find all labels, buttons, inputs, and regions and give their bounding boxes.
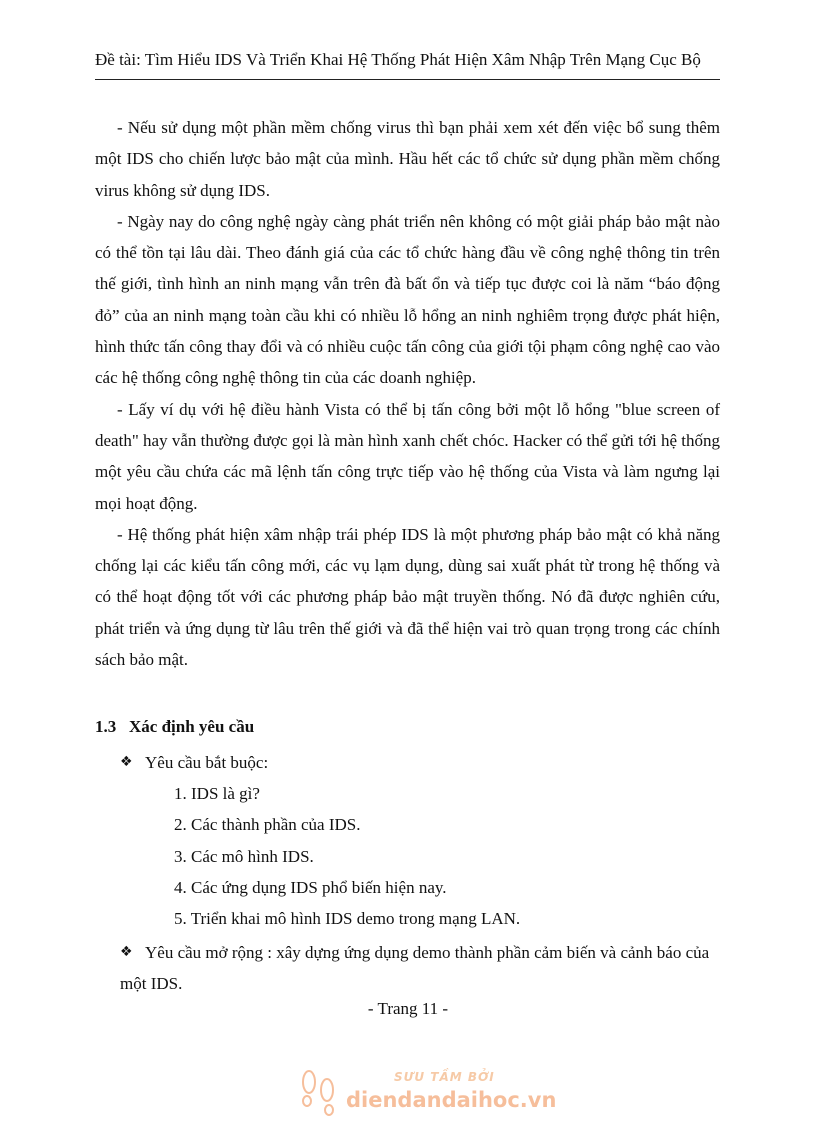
mandatory-requirements-bullet bbox=[120, 747, 720, 778]
section-number: 1.3 bbox=[95, 717, 117, 736]
extended-requirements-bullet bbox=[120, 937, 720, 1000]
paragraph-ids-definition: - Hệ thống phát hiện xâm nhập trái phép IDS là một phương pháp bảo mật có khả năng chống lại các kiểu tấn công mới, các vụ lạm dụng, dùng sai xuất phát từ trong hệ thống và có thể hoạt động tốt với các phương pháp bảo mật truyền thống. Nó đã được nghiên cứu, phát triển và ứng dụng từ lâu trên thế giới và đã thể hiện vai trò quan trọng trong các chính sách bảo mật. bbox=[95, 524, 720, 670]
diamond-bullet-icon: ❖ bbox=[120, 944, 133, 960]
header-divider bbox=[95, 79, 720, 80]
footprints-icon bbox=[296, 1068, 342, 1118]
list-item: 4. Các ứng dụng IDS phổ biến hiện nay. bbox=[174, 877, 447, 897]
diamond-bullet-icon: ❖ bbox=[120, 754, 133, 770]
body-text bbox=[95, 112, 720, 675]
section-title: Xác định yêu cầu bbox=[129, 717, 255, 736]
list-item: 3. Các mô hình IDS. bbox=[174, 846, 314, 866]
page-header-title: Đề tài: Tìm Hiểu IDS Và Triển Khai Hệ Thống Phát Hiện Xâm Nhập Trên Mạng Cục Bộ bbox=[95, 50, 701, 69]
paragraph-antivirus: - Nếu sử dụng một phần mềm chống virus thì bạn phải xem xét đến việc bổ sung thêm một IDS cho chiến lược bảo mật của mình. Hầu hết các tổ chức sử dụng phần mềm chống virus không sử dụng IDS. bbox=[95, 118, 720, 200]
list-item: 2. Các thành phần của IDS. bbox=[174, 815, 361, 835]
list-item: 1. IDS là gì? bbox=[174, 784, 260, 803]
page-number: - Trang 11 - bbox=[367, 999, 449, 1018]
paragraph-vista-example: - Lấy ví dụ với hệ điều hành Vista có thể bị tấn công bởi một lỗ hổng "blue screen of death" hay vẫn thường được gọi là màn hình xanh chết chóc. Hacker có thể gửi tới hệ thống một yêu cầu chứa các mã lệnh tấn công trực tiếp vào hệ thống của Vista và làm ngưng lại mọi hoạt động. bbox=[95, 399, 720, 513]
mandatory-requirements-label: Yêu cầu bắt buộc: bbox=[145, 753, 269, 772]
watermark-caption: SƯU TẦM BỞI bbox=[394, 1070, 495, 1084]
section-heading bbox=[95, 716, 254, 738]
paragraph-security-trend: - Ngày nay do công nghệ ngày càng phát triển nên không có một giải pháp bảo mật nào có thể tồn tại lâu dài. Theo đánh giá của các tổ chức hàng đầu về công nghệ thông tin trên thế giới, tình hình an ninh mạng vẫn trên đà bất ổn và tiếp tục được coi là năm “báo động đỏ” của an ninh mạng toàn cầu khi có nhiều lỗ hổng an ninh nghiêm trọng được phát hiện, hình thức tấn công thay đổi và có nhiều cuộc tấn công của giới tội phạm công nghệ cao vào các hệ thống công nghệ thông tin của các doanh nghiệp. bbox=[95, 211, 720, 388]
watermark-logo bbox=[296, 1068, 557, 1118]
list-item: 5. Triển khai mô hình IDS demo trong mạng LAN. bbox=[174, 909, 521, 929]
watermark-site: diendandaihoc.vn bbox=[346, 1088, 557, 1112]
extended-requirements-text: Yêu cầu mở rộng : xây dựng ứng dụng demo thành phần cảm biến và cảnh báo của một IDS. bbox=[120, 943, 710, 994]
mandatory-requirements-list bbox=[174, 778, 520, 934]
